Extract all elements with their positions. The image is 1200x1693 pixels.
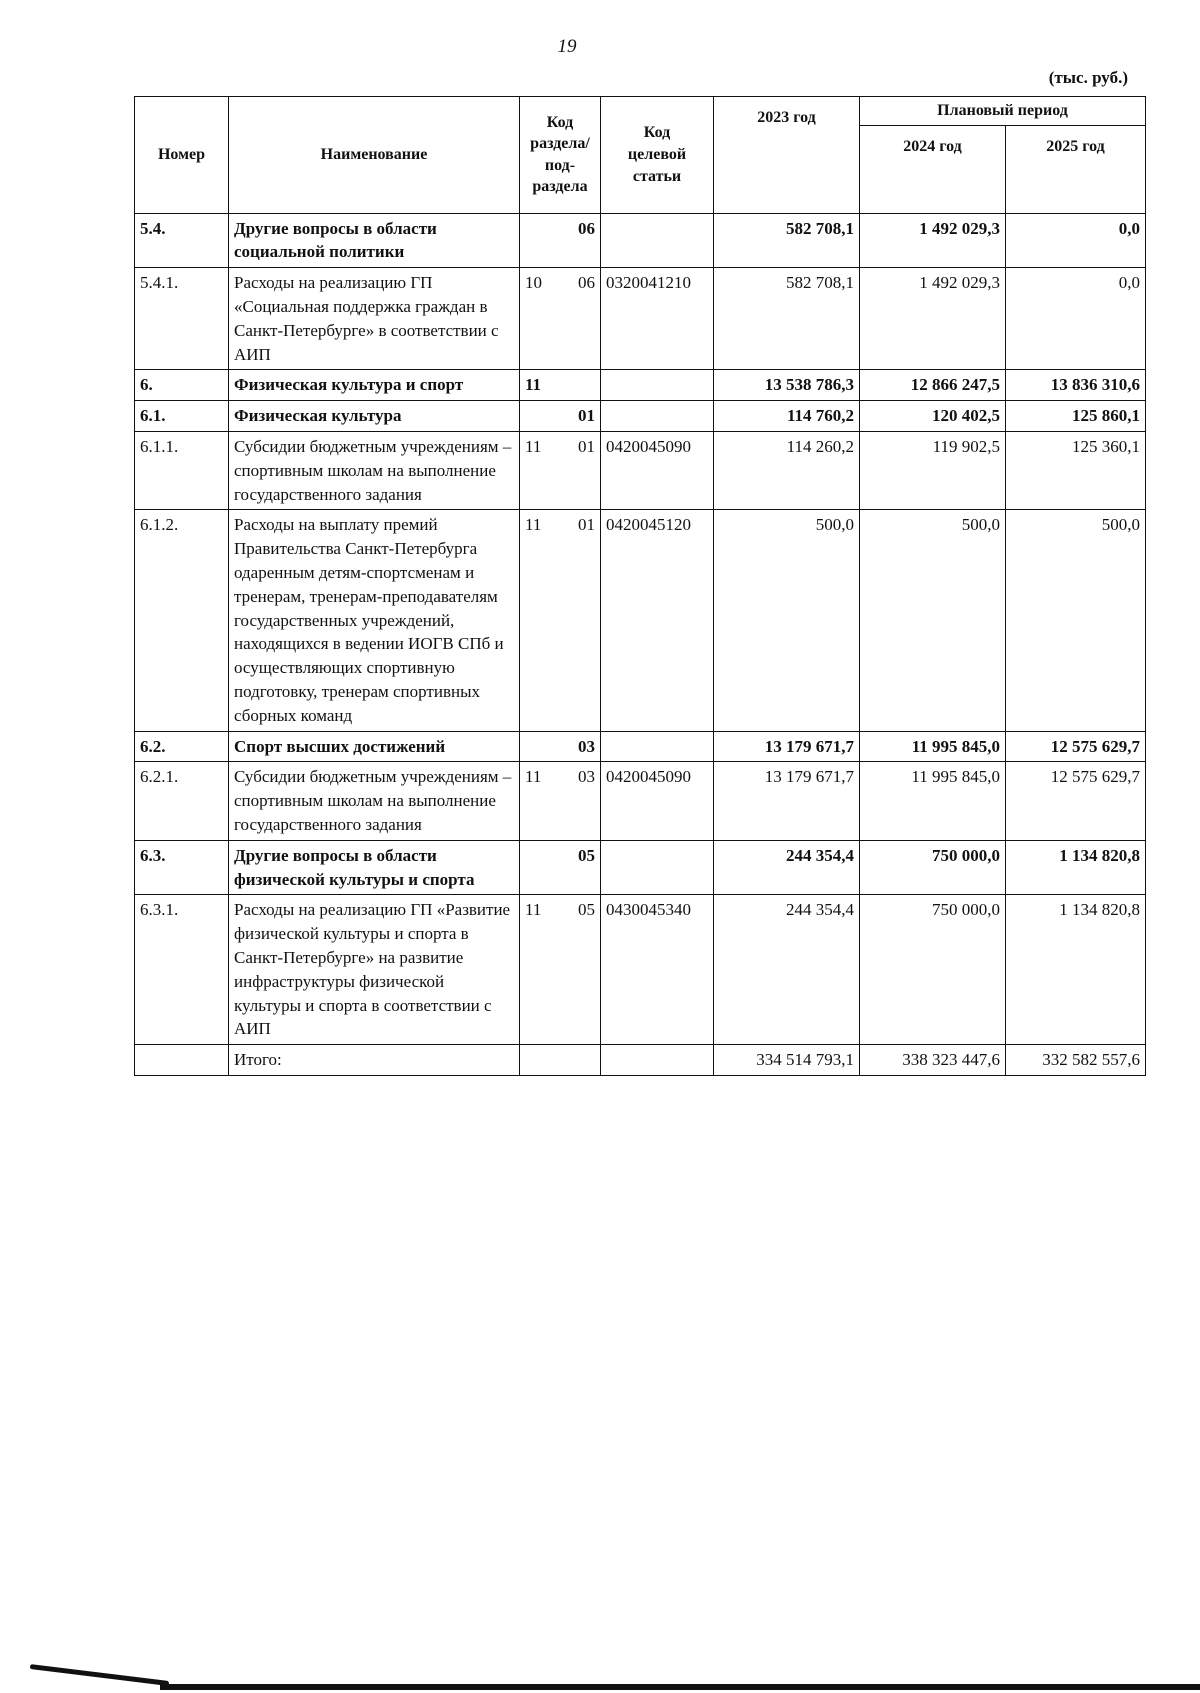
table-row xyxy=(135,268,1146,370)
total-label: Итого: xyxy=(229,1045,520,1076)
row-2024: 11 995 845,0 xyxy=(860,762,1006,840)
row-target-code: 0430045340 xyxy=(601,895,714,1045)
row-section-code xyxy=(520,401,601,432)
header-2023: 2023 год xyxy=(714,97,860,214)
section-code: 10 xyxy=(525,273,542,293)
section-code: 11 xyxy=(525,767,542,787)
header-2024: 2024 год xyxy=(860,125,1006,213)
row-2024: 750 000,0 xyxy=(860,840,1006,895)
row-2024: 120 402,5 xyxy=(860,401,1006,432)
row-2024: 1 492 029,3 xyxy=(860,268,1006,370)
table-row xyxy=(135,510,1146,731)
header-name: Наименование xyxy=(229,97,520,214)
header-planned-period: Плановый период xyxy=(860,97,1146,126)
total-2023: 334 514 793,1 xyxy=(714,1045,860,1076)
subsection-code: 03 xyxy=(578,767,595,787)
subsection-code: 06 xyxy=(578,273,595,293)
row-2023: 13 538 786,3 xyxy=(714,370,860,401)
row-section-code xyxy=(520,510,601,731)
row-section-code xyxy=(520,895,601,1045)
section-code-pair xyxy=(525,404,595,428)
table-row xyxy=(135,370,1146,401)
section-code-pair xyxy=(525,435,595,459)
row-number: 6.2.1. xyxy=(135,762,229,840)
row-name: Спорт высших достижений xyxy=(229,731,520,762)
row-number: 6. xyxy=(135,370,229,401)
row-section-code xyxy=(520,840,601,895)
row-number: 6.1.1. xyxy=(135,431,229,509)
header-section-code xyxy=(520,97,601,214)
row-number: 6.2. xyxy=(135,731,229,762)
subsection-code: 05 xyxy=(578,900,595,920)
header-section-code-line: раздела xyxy=(532,178,588,196)
row-2023: 114 260,2 xyxy=(714,431,860,509)
row-name: Физическая культура xyxy=(229,401,520,432)
row-section-code xyxy=(520,731,601,762)
header-target-code xyxy=(601,97,714,214)
header-row-1 xyxy=(135,97,1146,126)
row-2023: 582 708,1 xyxy=(714,268,860,370)
row-2024: 12 866 247,5 xyxy=(860,370,1006,401)
total-number xyxy=(135,1045,229,1076)
total-target-code xyxy=(601,1045,714,1076)
row-number: 6.1.2. xyxy=(135,510,229,731)
row-2024: 750 000,0 xyxy=(860,895,1006,1045)
row-name: Субсидии бюджетным учреждениям – спортивным школам на выполнение государственного задания xyxy=(229,431,520,509)
units-label: (тыс. руб.) xyxy=(1048,68,1128,87)
table-row xyxy=(135,431,1146,509)
table-row xyxy=(135,762,1146,840)
row-2023: 500,0 xyxy=(714,510,860,731)
row-2023: 244 354,4 xyxy=(714,840,860,895)
row-name: Другие вопросы в области физической культуры и спорта xyxy=(229,840,520,895)
section-code-pair xyxy=(525,513,595,537)
row-target-code: 0320041210 xyxy=(601,268,714,370)
row-name: Физическая культура и спорт xyxy=(229,370,520,401)
section-code-pair xyxy=(525,373,595,397)
row-name: Расходы на реализацию ГП «Социальная поддержка граждан в Санкт-Петербурге» в соответствии с АИП xyxy=(229,268,520,370)
header-section-code-line: раздела/ xyxy=(530,135,590,153)
total-2024: 338 323 447,6 xyxy=(860,1045,1006,1076)
header-section-code-line: Код xyxy=(546,113,574,131)
total-2025: 332 582 557,6 xyxy=(1006,1045,1146,1076)
row-number: 6.3.1. xyxy=(135,895,229,1045)
header-section-code-line: под- xyxy=(544,156,576,174)
header-2025: 2025 год xyxy=(1006,125,1146,213)
subsection-code: 01 xyxy=(578,406,595,426)
row-section-code xyxy=(520,268,601,370)
row-2023: 13 179 671,7 xyxy=(714,731,860,762)
subsection-code: 01 xyxy=(578,515,595,535)
subsection-code: 03 xyxy=(578,736,595,756)
row-section-code xyxy=(520,762,601,840)
scan-artifact-mark xyxy=(30,1664,170,1686)
row-2024: 119 902,5 xyxy=(860,431,1006,509)
row-number: 6.3. xyxy=(135,840,229,895)
row-2025: 12 575 629,7 xyxy=(1006,731,1146,762)
section-code: 11 xyxy=(525,436,542,456)
row-number: 5.4. xyxy=(135,213,229,268)
row-2025: 1 134 820,8 xyxy=(1006,840,1146,895)
row-2023: 582 708,1 xyxy=(714,213,860,268)
table-row xyxy=(135,731,1146,762)
row-2025: 125 860,1 xyxy=(1006,401,1146,432)
row-target-code: 0420045090 xyxy=(601,431,714,509)
row-target-code xyxy=(601,401,714,432)
section-code-pair xyxy=(525,271,595,295)
section-code: 11 xyxy=(525,515,542,535)
row-2025: 1 134 820,8 xyxy=(1006,895,1146,1045)
row-section-code xyxy=(520,431,601,509)
subsection-code: 05 xyxy=(578,845,595,865)
section-code: 11 xyxy=(525,375,542,395)
row-2023: 244 354,4 xyxy=(714,895,860,1045)
header-number: Номер xyxy=(135,97,229,214)
table-body xyxy=(135,213,1146,1075)
row-name: Другие вопросы в области социальной политики xyxy=(229,213,520,268)
row-2024: 500,0 xyxy=(860,510,1006,731)
row-target-code xyxy=(601,840,714,895)
header-target-code-line: статьи xyxy=(632,167,682,185)
row-2025: 500,0 xyxy=(1006,510,1146,731)
header-target-code-line: целевой xyxy=(627,146,687,163)
total-row xyxy=(135,1045,1146,1076)
subsection-code: 01 xyxy=(578,436,595,456)
row-number: 6.1. xyxy=(135,401,229,432)
table-row xyxy=(135,213,1146,268)
subsection-code: 06 xyxy=(578,218,595,238)
row-2025: 13 836 310,6 xyxy=(1006,370,1146,401)
section-code-pair xyxy=(525,217,595,241)
row-target-code xyxy=(601,370,714,401)
row-target-code: 0420045090 xyxy=(601,762,714,840)
row-2023: 114 760,2 xyxy=(714,401,860,432)
section-code-pair xyxy=(525,735,595,759)
budget-table xyxy=(134,96,1146,1076)
row-name: Расходы на выплату премий Правительства Санкт-Петербурга одаренным детям-спортсменам и тренерам, тренерам-преподавателям государственных учреждений, находящихся в ведении ИОГВ СПб и осуществляющих спортивную подготовку, тренерам спортивных сборных команд xyxy=(229,510,520,731)
section-code-pair xyxy=(525,844,595,868)
section-code: 11 xyxy=(525,900,542,920)
row-section-code xyxy=(520,213,601,268)
row-target-code xyxy=(601,213,714,268)
row-2025: 125 360,1 xyxy=(1006,431,1146,509)
table-row xyxy=(135,401,1146,432)
table-row xyxy=(135,895,1146,1045)
row-2024: 1 492 029,3 xyxy=(860,213,1006,268)
section-code-pair xyxy=(525,898,595,922)
row-name: Субсидии бюджетным учреждениям – спортивным школам на выполнение государственного задания xyxy=(229,762,520,840)
total-section-code xyxy=(520,1045,601,1076)
section-code-pair xyxy=(525,765,595,789)
scan-artifact-line xyxy=(160,1684,1200,1690)
row-number: 5.4.1. xyxy=(135,268,229,370)
row-2023: 13 179 671,7 xyxy=(714,762,860,840)
row-target-code xyxy=(601,731,714,762)
row-2025: 0,0 xyxy=(1006,268,1146,370)
row-2025: 12 575 629,7 xyxy=(1006,762,1146,840)
row-2025: 0,0 xyxy=(1006,213,1146,268)
table-row xyxy=(135,840,1146,895)
row-target-code: 0420045120 xyxy=(601,510,714,731)
header-target-code-line: Код xyxy=(643,124,671,142)
row-2024: 11 995 845,0 xyxy=(860,731,1006,762)
row-name: Расходы на реализацию ГП «Развитие физической культуры и спорта в Санкт-Петербурге» на развитие инфраструктуры физической культуры и спорта в соответствии с АИП xyxy=(229,895,520,1045)
page-number: 19 xyxy=(557,36,577,57)
row-section-code xyxy=(520,370,601,401)
